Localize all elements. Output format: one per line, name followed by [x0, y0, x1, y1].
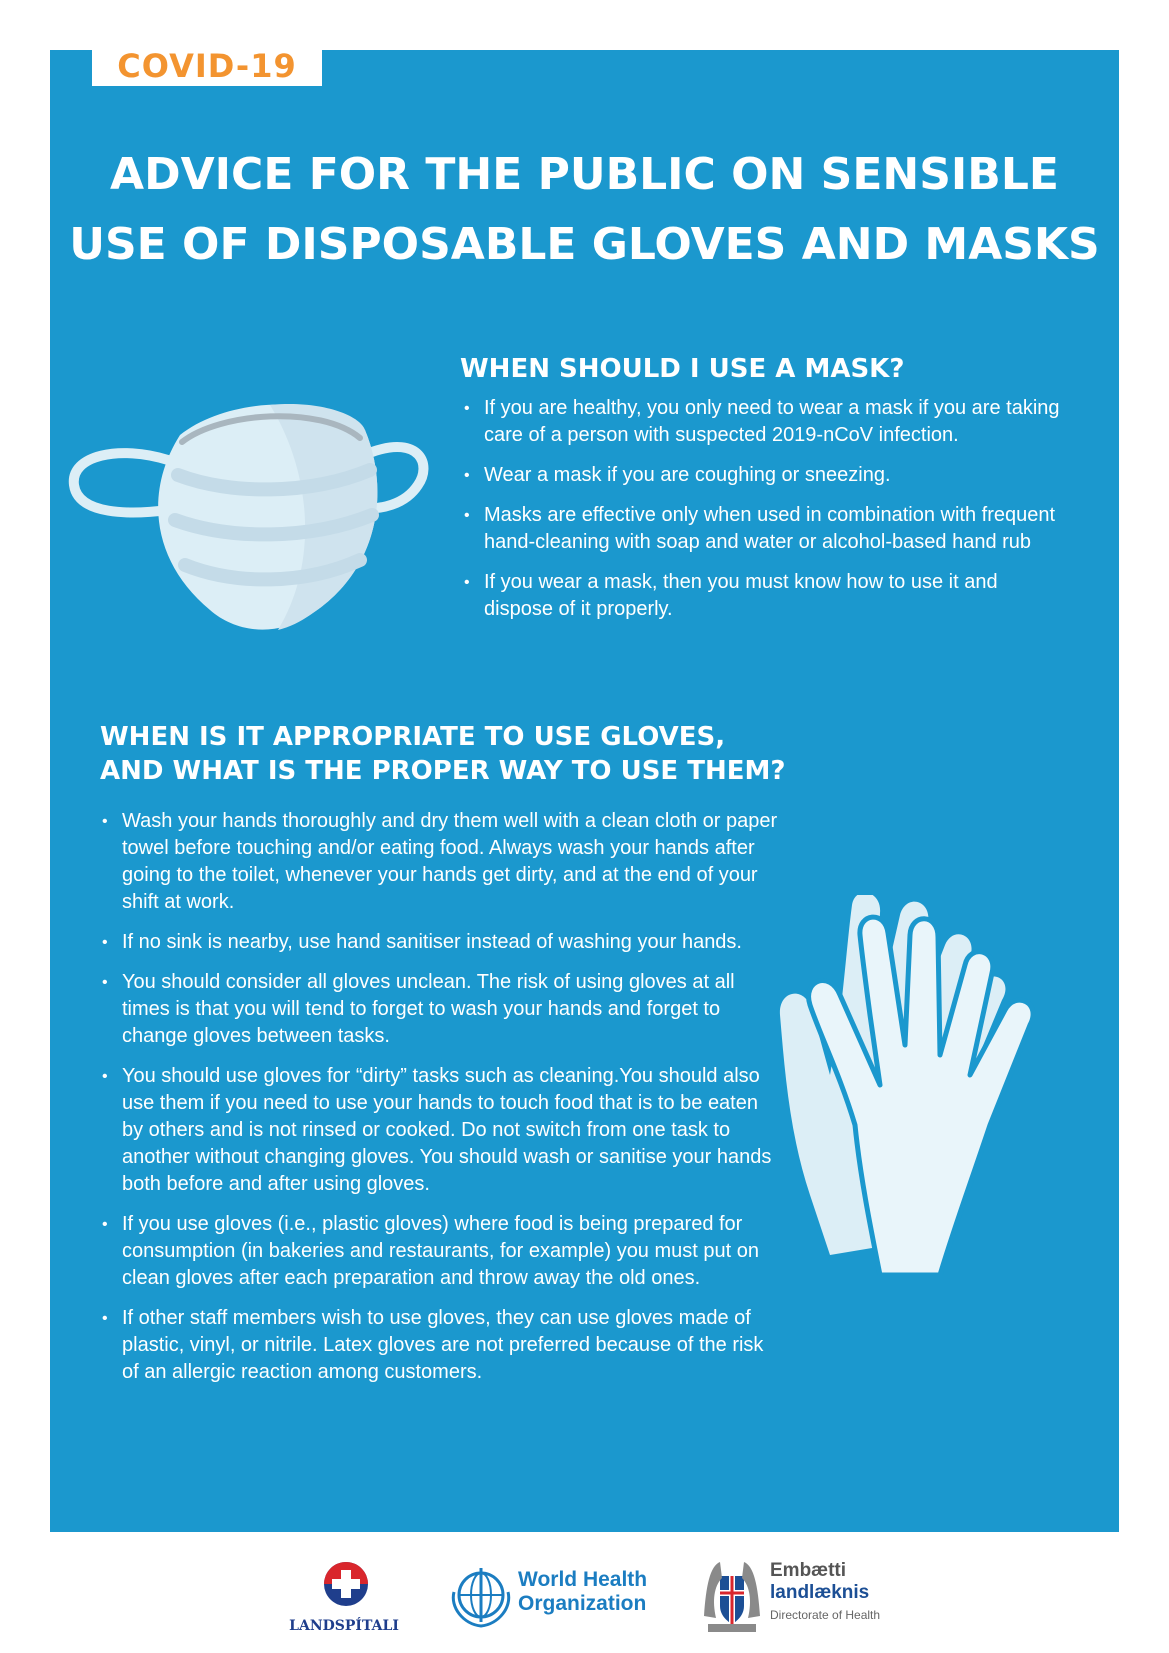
gloves-advice-list	[98, 808, 778, 1399]
covid-tag: COVID-19	[92, 46, 322, 86]
who-logo	[448, 1562, 658, 1632]
gloves-heading-line-1: WHEN IS IT APPROPRIATE TO USE GLOVES,	[100, 722, 726, 752]
mask-section-heading: WHEN SHOULD I USE A MASK?	[460, 354, 905, 384]
list-item: • If you are healthy, you only need to wear a mask if you are taking care of a person with suspected 2019-nCoV infection.	[460, 395, 1070, 449]
list-item: • If you wear a mask, then you must know how to use it and dispose of it properly.	[460, 569, 1070, 623]
list-item: • Wear a mask if you are coughing or sneezing.	[460, 462, 1070, 489]
title-line-2: USE OF DISPOSABLE GLOVES AND MASKS	[69, 219, 1100, 270]
who-name	[518, 1568, 668, 1616]
directorate-line-2: landlæknis	[770, 1582, 870, 1603]
gloves-heading-line-2: AND WHAT IS THE PROPER WAY TO USE THEM?	[100, 756, 786, 786]
list-item: • If you use gloves (i.e., plastic gloves) where food is being prepared for consumption (in bakeries and restaurants, for example) you must put on clean gloves after each preparation and throw away the old ones.	[98, 1211, 778, 1292]
who-name-line-2: Organization	[518, 1592, 647, 1615]
who-emblem-icon	[448, 1562, 514, 1628]
gloves-icon	[770, 895, 1130, 1275]
list-item: • Masks are effective only when used in combination with frequent hand-cleaning with soap and water or alcohol-based hand rub	[460, 502, 1070, 556]
list-item: • If no sink is nearby, use hand sanitiser instead of washing your hands.	[98, 929, 778, 956]
face-mask-icon	[60, 400, 450, 660]
coat-of-arms-icon	[700, 1556, 764, 1636]
gloves-section-heading	[100, 720, 785, 788]
list-item: • Wash your hands thoroughly and dry them well with a clean cloth or paper towel before touching and/or eating food. Always wash your hands after going to the toilet, whenever your hands get dirty, and at the end of your shift at work.	[98, 808, 778, 916]
who-name-line-1: World Health	[518, 1568, 648, 1591]
mask-advice-list	[460, 395, 1070, 636]
landspitali-name: LANDSPÍTALI	[289, 1618, 399, 1634]
list-item: • If other staff members wish to use gloves, they can use gloves made of plastic, vinyl, or nitrile. Latex gloves are not preferred because of the risk of an allergic reaction among customers.	[98, 1305, 778, 1386]
landspitali-logo	[284, 1560, 404, 1640]
list-item: • You should consider all gloves unclean. The risk of using gloves at all times is that you will tend to forget to wash your hands and forget to change gloves between tasks.	[98, 969, 778, 1050]
list-item: • You should use gloves for “dirty” tasks such as cleaning.You should also use them if you need to use your hands to touch food that is to be eaten by others and is not rinsed or cooked. Do not switch from one task to another without changing gloves. You should wash or sanitise your hands both before and after using gloves.	[98, 1063, 778, 1198]
title-line-1: ADVICE FOR THE PUBLIC ON SENSIBLE	[110, 149, 1059, 200]
page-title	[50, 140, 1119, 280]
directorate-of-health-logo	[700, 1556, 900, 1636]
directorate-line-3: Directorate of Health	[770, 1608, 881, 1622]
directorate-line-1: Embætti	[770, 1560, 846, 1581]
landspitali-cross-icon	[322, 1560, 370, 1612]
